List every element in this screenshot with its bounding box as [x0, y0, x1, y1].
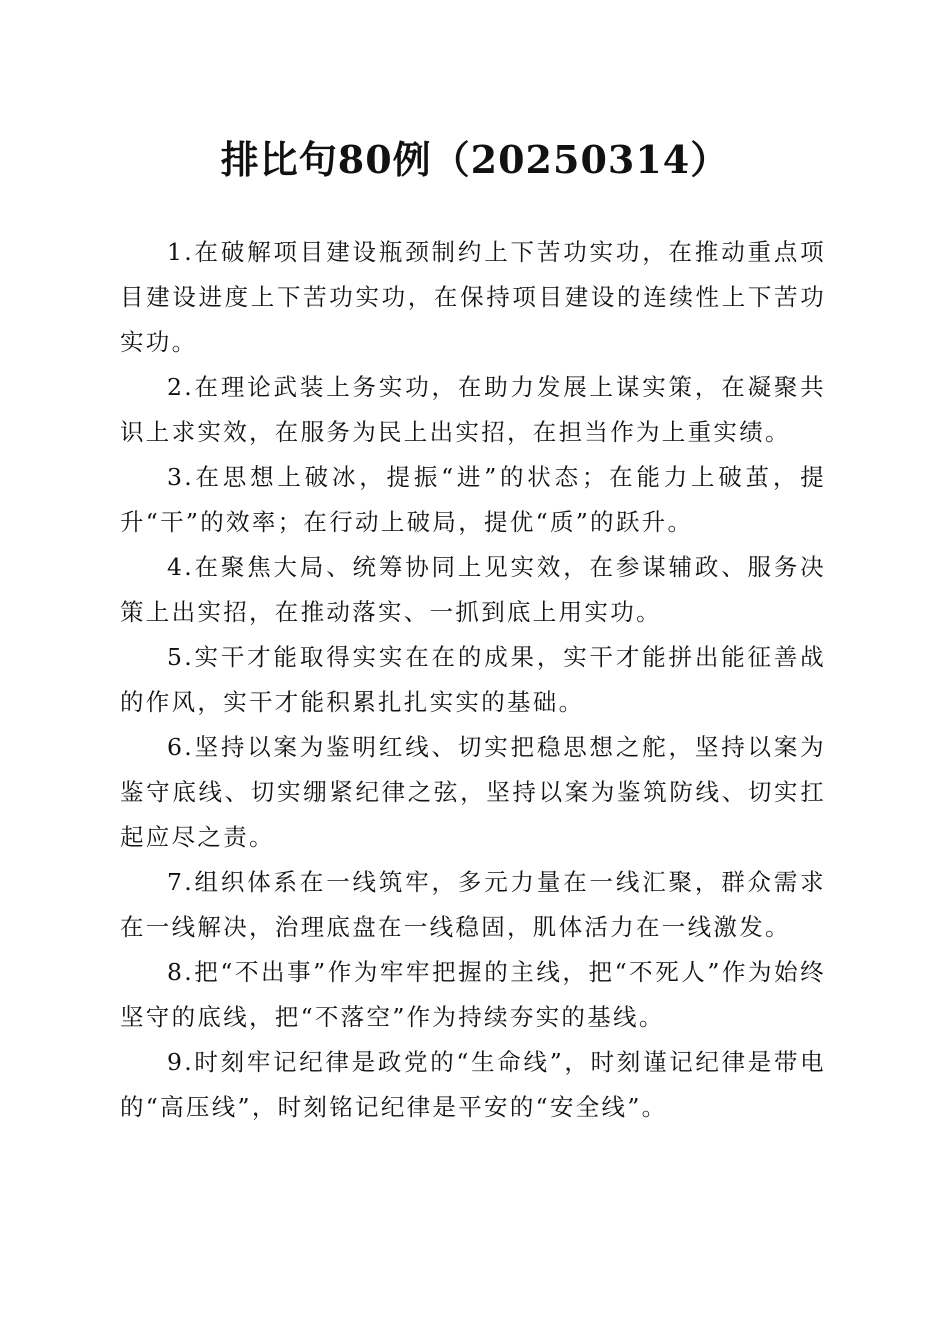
document-body: [120, 230, 826, 1130]
paragraph-5: 5.实干才能取得实实在在的成果，实干才能拼出能征善战的作风，实干才能积累扎扎实实的基础。: [120, 643, 826, 716]
document-title: 排比句80例（20250314）: [220, 137, 730, 182]
paragraph-2: 2.在理论武装上务实功，在助力发展上谋实策，在凝聚共识上求实效，在服务为民上出实招，在担当作为上重实绩。: [120, 373, 826, 446]
paragraph-8: 8.把“不出事”作为牢牢把握的主线，把“不死人”作为始终坚守的底线，把“不落空”作为持续夯实的基线。: [120, 958, 826, 1031]
paragraph-4: 4.在聚焦大局、统筹协同上见实效，在参谋辅政、服务决策上出实招，在推动落实、一抓到底上用实功。: [120, 553, 826, 626]
paragraph-9: 9.时刻牢记纪律是政党的“生命线”，时刻谨记纪律是带电的“高压线”，时刻铭记纪律是平安的“安全线”。: [120, 1048, 826, 1121]
paragraph-6: 6.坚持以案为鉴明红线、切实把稳思想之舵，坚持以案为鉴守底线、切实绷紧纪律之弦，坚持以案为鉴筑防线、切实扛起应尽之责。: [120, 733, 826, 851]
paragraph-1: 1.在破解项目建设瓶颈制约上下苦功实功，在推动重点项目建设进度上下苦功实功，在保持项目建设的连续性上下苦功实功。: [120, 238, 826, 356]
paragraph-3: 3.在思想上破冰，提振“进”的状态；在能力上破茧，提升“干”的效率；在行动上破局，提优“质”的跃升。: [120, 463, 826, 536]
paragraph-7: 7.组织体系在一线筑牢，多元力量在一线汇聚，群众需求在一线解决，治理底盘在一线稳固，肌体活力在一线激发。: [120, 868, 826, 941]
